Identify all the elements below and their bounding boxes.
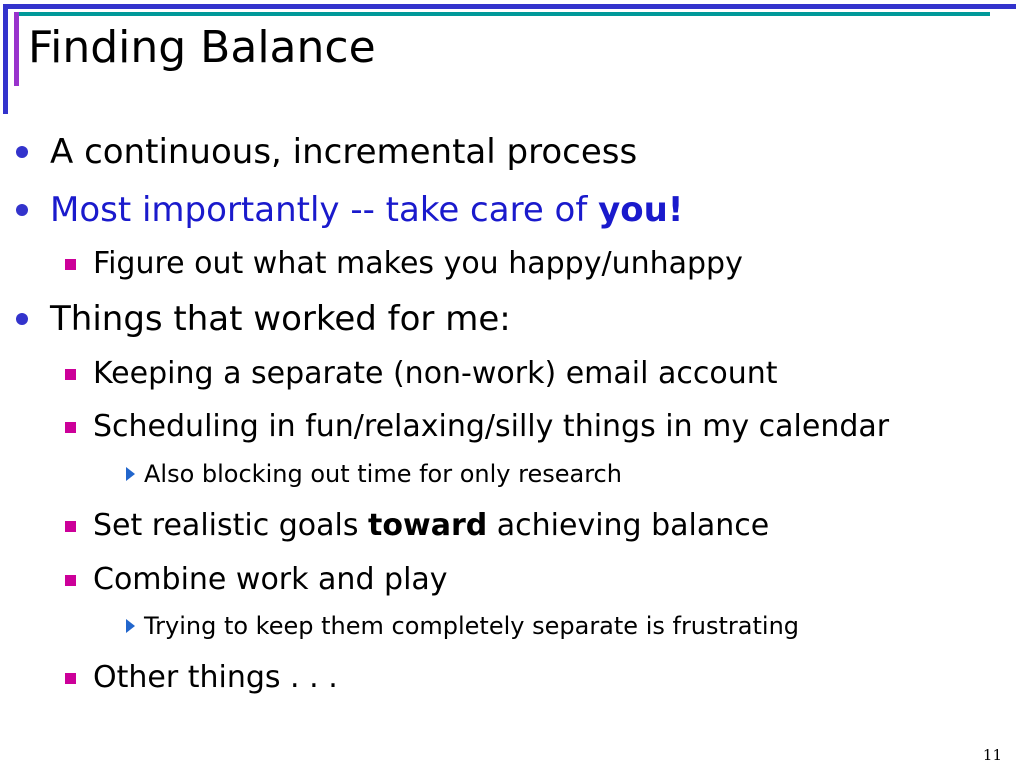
sub-bullet-item [93, 354, 778, 394]
bullet-text: Also blocking out time for only research [144, 460, 622, 488]
bullet-text: Keeping a separate (non-work) email account [93, 356, 778, 391]
sub-sub-bullet-item [144, 610, 799, 642]
page-number: 11 [982, 746, 1002, 764]
bullet-dot-icon [16, 146, 28, 158]
bullet-square-icon [65, 521, 76, 532]
bullet-item [50, 188, 683, 232]
bullet-text: Other things . . . [93, 660, 338, 695]
slide-title: Finding Balance [28, 22, 376, 73]
bullet-emphasis: toward [368, 508, 488, 543]
bullet-text: Combine work and play [93, 562, 448, 597]
bullet-text: Things that worked for me: [50, 299, 511, 339]
sub-bullet-item [93, 560, 448, 600]
bullet-text: Most importantly -- take care of [50, 190, 599, 230]
bullet-text: Set realistic goals [93, 508, 369, 543]
bullet-triangle-icon [126, 619, 135, 633]
bullet-square-icon [65, 422, 76, 433]
sub-bullet-item [93, 244, 743, 284]
bullet-dot-icon [16, 204, 28, 216]
bullet-text: A continuous, incremental process [50, 132, 638, 172]
sub-bullet-item [93, 407, 889, 447]
bullet-text: Figure out what makes you happy/unhappy [93, 246, 743, 281]
bullet-square-icon [65, 575, 76, 586]
bullet-item [50, 130, 637, 174]
bullet-dot-icon [16, 313, 28, 325]
bullet-text-tail: achieving balance [487, 508, 770, 543]
bullet-square-icon [65, 369, 76, 380]
bullet-square-icon [65, 259, 76, 270]
bullet-emphasis: you! [598, 190, 684, 230]
bullet-text: Scheduling in fun/relaxing/silly things in my calendar [93, 409, 890, 444]
bullet-triangle-icon [126, 467, 135, 481]
sub-sub-bullet-item [144, 458, 622, 490]
bullet-text: Trying to keep them completely separate is frustrating [144, 612, 800, 640]
bullet-square-icon [65, 673, 76, 684]
sub-bullet-item [93, 658, 338, 698]
sub-bullet-item [93, 506, 769, 546]
bullet-item [50, 297, 511, 341]
